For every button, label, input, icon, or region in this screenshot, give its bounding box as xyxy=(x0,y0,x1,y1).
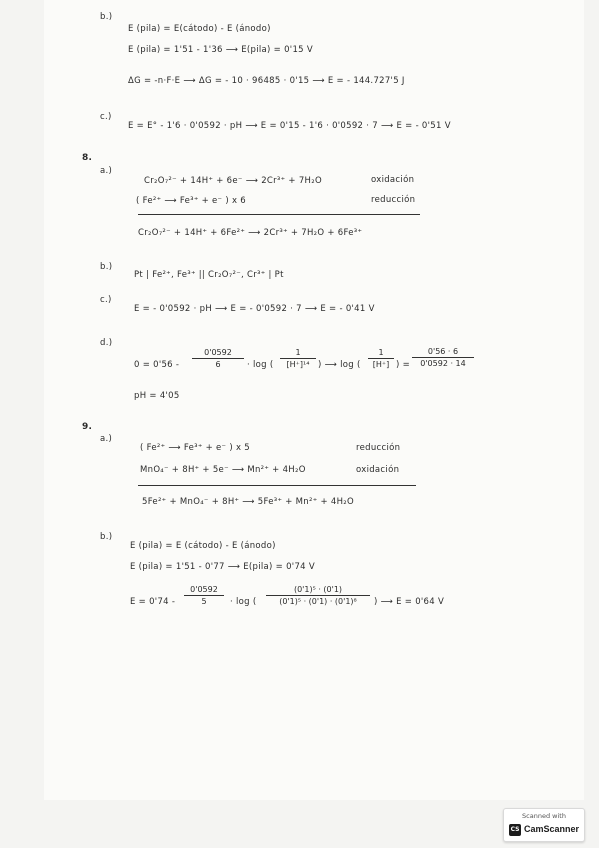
q8-d-mid1: · log ( xyxy=(247,360,274,370)
q9-b-frac2-num: (0'1)⁵ · (0'1) xyxy=(266,585,370,596)
q9-a-label: a.) xyxy=(100,434,113,444)
q9-b-post: ) ⟶ E = 0'64 V xyxy=(374,597,445,607)
q8-d-frac3 xyxy=(368,348,394,369)
q8-c-line1: E = - 0'0592 · pH ⟶ E = - 0'0592 · 7 ⟶ E = - 0'41 V xyxy=(134,304,375,314)
q8-d-frac4 xyxy=(412,347,474,368)
q8-a-eq1-type: oxidación xyxy=(371,175,415,185)
q9-b-frac2-den: (0'1)⁵ · (0'1) · (0'1)⁸ xyxy=(279,597,357,606)
q9-a-eq1-type: reducción xyxy=(356,443,401,453)
q7-b-label: b.) xyxy=(100,12,113,22)
q8-a-eq1: Cr₂O₇²⁻ + 14H⁺ + 6e⁻ ⟶ 2Cr³⁺ + 7H₂O xyxy=(144,176,322,186)
q9-b-label: b.) xyxy=(100,532,113,542)
q9-number: 9. xyxy=(82,422,93,432)
q9-sum-rule xyxy=(138,485,416,486)
q8-d-frac1-num: 0'0592 xyxy=(192,348,244,359)
q8-d-frac1 xyxy=(192,348,244,369)
q9-b-frac1 xyxy=(184,585,224,606)
q8-c-label: c.) xyxy=(100,295,112,305)
q8-d-label: d.) xyxy=(100,338,113,348)
q9-a-eq2-type: oxidación xyxy=(356,465,400,475)
q8-a-eq2: ( Fe²⁺ ⟶ Fe³⁺ + e⁻ ) x 6 xyxy=(136,196,247,206)
q9-b-frac1-den: 5 xyxy=(201,597,207,606)
q8-a-eq2-type: reducción xyxy=(371,195,416,205)
scanned-with-text: Scanned with xyxy=(522,812,566,820)
q8-b-label: b.) xyxy=(100,262,113,272)
q7-b-line3: ΔG = -n·F·E ⟶ ΔG = - 10 · 96485 · 0'15 ⟶ E = - 144.727'5 J xyxy=(128,76,405,86)
q9-b-line1: E (pila) = E (cátodo) - E (ánodo) xyxy=(130,541,276,551)
q8-d-frac3-den: [H⁺] xyxy=(372,360,390,369)
q7-b-line1: E (pila) = E(cátodo) - E (ánodo) xyxy=(128,24,271,34)
q9-b-mid: · log ( xyxy=(230,597,257,607)
q8-d-frac3-num: 1 xyxy=(368,348,394,359)
q9-a-eq1: ( Fe²⁺ ⟶ Fe³⁺ + e⁻ ) x 5 xyxy=(140,443,251,453)
q8-sum-rule xyxy=(138,214,420,215)
q8-d-frac2 xyxy=(280,348,316,369)
q8-d-frac2-den: [H⁺]¹⁴ xyxy=(286,360,310,369)
q8-d-frac1-den: 6 xyxy=(215,360,221,369)
q9-b-frac2 xyxy=(266,585,370,606)
q7-b-line2: E (pila) = 1'51 - 1'36 ⟶ E(pila) = 0'15 V xyxy=(128,45,313,55)
scanned-page xyxy=(44,0,584,800)
q8-d-frac2-num: 1 xyxy=(280,348,316,359)
q8-d-mid2: ) ⟶ log ( xyxy=(318,360,361,370)
q8-number: 8. xyxy=(82,153,93,163)
q9-b-line2: E (pila) = 1'51 - 0'77 ⟶ E(pila) = 0'74 V xyxy=(130,562,315,572)
q9-a-sum: 5Fe²⁺ + MnO₄⁻ + 8H⁺ ⟶ 5Fe³⁺ + Mn²⁺ + 4H₂O xyxy=(142,497,355,507)
q8-b-line1: Pt | Fe²⁺, Fe³⁺ || Cr₂O₇²⁻, Cr³⁺ | Pt xyxy=(134,270,284,280)
q7-c-label: c.) xyxy=(100,112,112,122)
q9-b-frac1-num: 0'0592 xyxy=(184,585,224,596)
q7-c-line1: E = E° - 1'6 · 0'0592 · pH ⟶ E = 0'15 - 1'6 · 0'0592 · 7 ⟶ E = - 0'51 V xyxy=(128,121,451,131)
q8-d-frac4-num: 0'56 · 6 xyxy=(412,347,474,358)
camscanner-watermark xyxy=(503,808,585,842)
q8-a-sum: Cr₂O₇²⁻ + 14H⁺ + 6Fe²⁺ ⟶ 2Cr³⁺ + 7H₂O + 6Fe³⁺ xyxy=(138,228,363,238)
q9-b-pre: E = 0'74 - xyxy=(130,597,176,607)
camscanner-logo-icon: CS xyxy=(509,824,521,836)
q8-a-label: a.) xyxy=(100,166,113,176)
camscanner-name: CamScanner xyxy=(524,824,580,834)
q8-d-pre: 0 = 0'56 - xyxy=(134,360,180,370)
q8-d-frac4-den: 0'0592 · 14 xyxy=(420,359,466,368)
q8-d-mid3: ) = xyxy=(396,360,411,370)
q8-d-result: pH = 4'05 xyxy=(134,391,180,401)
q9-a-eq2: MnO₄⁻ + 8H⁺ + 5e⁻ ⟶ Mn²⁺ + 4H₂O xyxy=(140,465,306,475)
